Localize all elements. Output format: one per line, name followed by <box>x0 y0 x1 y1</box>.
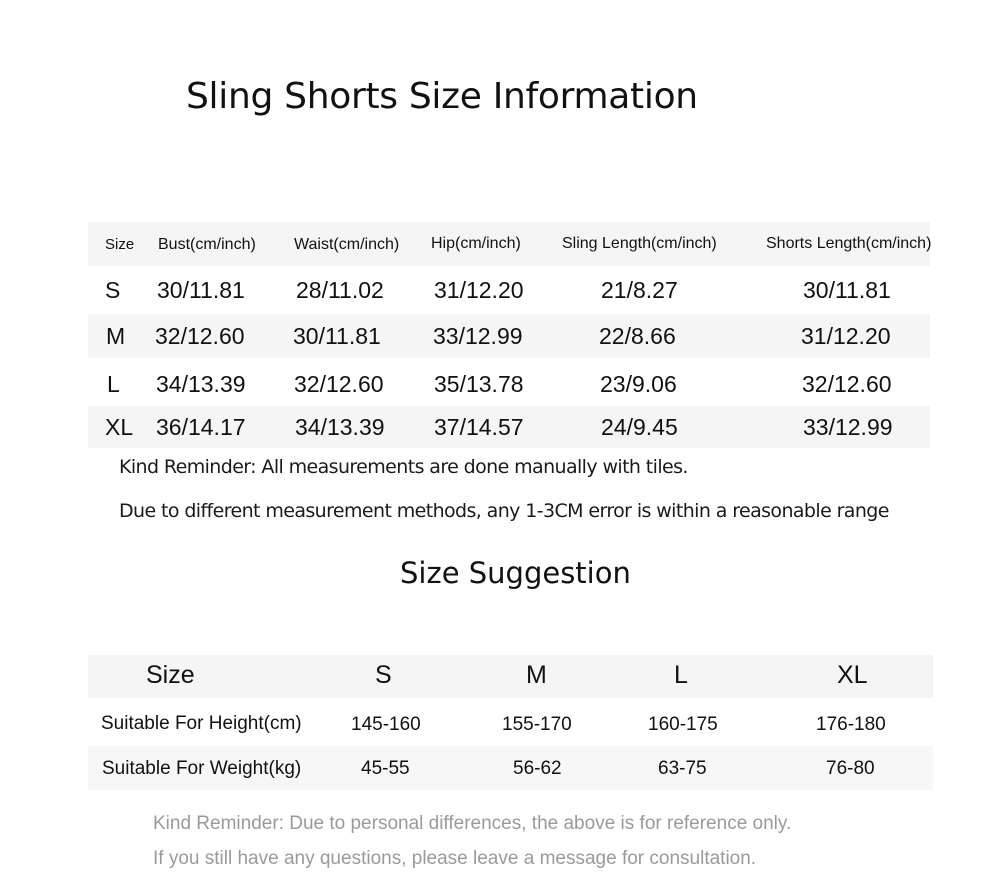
size-cell: S <box>105 277 121 303</box>
column-header-waist: Waist(cm/inch) <box>294 236 400 253</box>
size-cell: L <box>107 371 120 397</box>
column-header-sling-length: Sling Length(cm/inch) <box>562 235 717 252</box>
weight-cell: 45-55 <box>361 758 410 779</box>
weight-cell: 76-80 <box>826 758 875 779</box>
hip-cell: 35/13.78 <box>434 371 524 397</box>
height-cell: 176-180 <box>816 714 886 735</box>
hip-cell: 33/12.99 <box>433 323 523 349</box>
sling-length-cell: 21/8.27 <box>601 277 678 303</box>
page-title: Sling Shorts Size Information <box>186 76 698 117</box>
column-header-s: S <box>375 661 392 689</box>
shorts-length-cell: 33/12.99 <box>803 414 893 440</box>
waist-cell: 32/12.60 <box>294 371 384 397</box>
waist-cell: 30/11.81 <box>293 323 381 349</box>
hip-cell: 31/12.20 <box>434 277 524 303</box>
hip-cell: 37/14.57 <box>434 414 524 440</box>
bust-cell: 36/14.17 <box>156 414 246 440</box>
column-header-xl: XL <box>837 661 868 689</box>
waist-cell: 34/13.39 <box>295 414 385 440</box>
height-cell: 160-175 <box>648 714 718 735</box>
measurement-note: Kind Reminder: All measurements are done manually with tiles. <box>119 456 688 478</box>
column-header-shorts-length: Shorts Length(cm/inch) <box>766 235 932 252</box>
weight-cell: 56-62 <box>513 758 562 779</box>
column-header-size: Size <box>146 661 195 689</box>
column-header-size: Size <box>105 236 135 253</box>
height-cell: 155-170 <box>502 714 572 735</box>
bust-cell: 30/11.81 <box>157 277 245 303</box>
shorts-length-cell: 32/12.60 <box>802 371 892 397</box>
size-suggestion-title: Size Suggestion <box>400 556 631 590</box>
table-header-band <box>88 655 933 698</box>
error-range-note: Due to different measurement methods, any 1-3CM error is within a reasonable range <box>119 500 889 522</box>
reference-reminder: Kind Reminder: Due to personal differences, the above is for reference only. <box>153 813 792 834</box>
sling-length-cell: 23/9.06 <box>600 371 677 397</box>
column-header-bust: Bust(cm/inch) <box>158 236 256 253</box>
sling-length-cell: 24/9.45 <box>601 414 678 440</box>
column-header-l: L <box>674 661 688 689</box>
sling-length-cell: 22/8.66 <box>599 323 676 349</box>
waist-cell: 28/11.02 <box>296 277 384 303</box>
size-cell: XL <box>105 414 134 440</box>
column-header-m: M <box>526 661 547 689</box>
weight-cell: 63-75 <box>658 758 707 779</box>
height-cell: 145-160 <box>351 714 421 735</box>
height-label: Suitable For Height(cm) <box>101 713 302 734</box>
column-header-hip: Hip(cm/inch) <box>431 235 521 252</box>
shorts-length-cell: 31/12.20 <box>801 323 891 349</box>
bust-cell: 32/12.60 <box>155 323 245 349</box>
weight-label: Suitable For Weight(kg) <box>102 758 302 779</box>
shorts-length-cell: 30/11.81 <box>803 277 891 303</box>
size-cell: M <box>106 323 126 349</box>
consultation-reminder: If you still have any questions, please leave a message for consultation. <box>153 848 757 869</box>
bust-cell: 34/13.39 <box>156 371 246 397</box>
